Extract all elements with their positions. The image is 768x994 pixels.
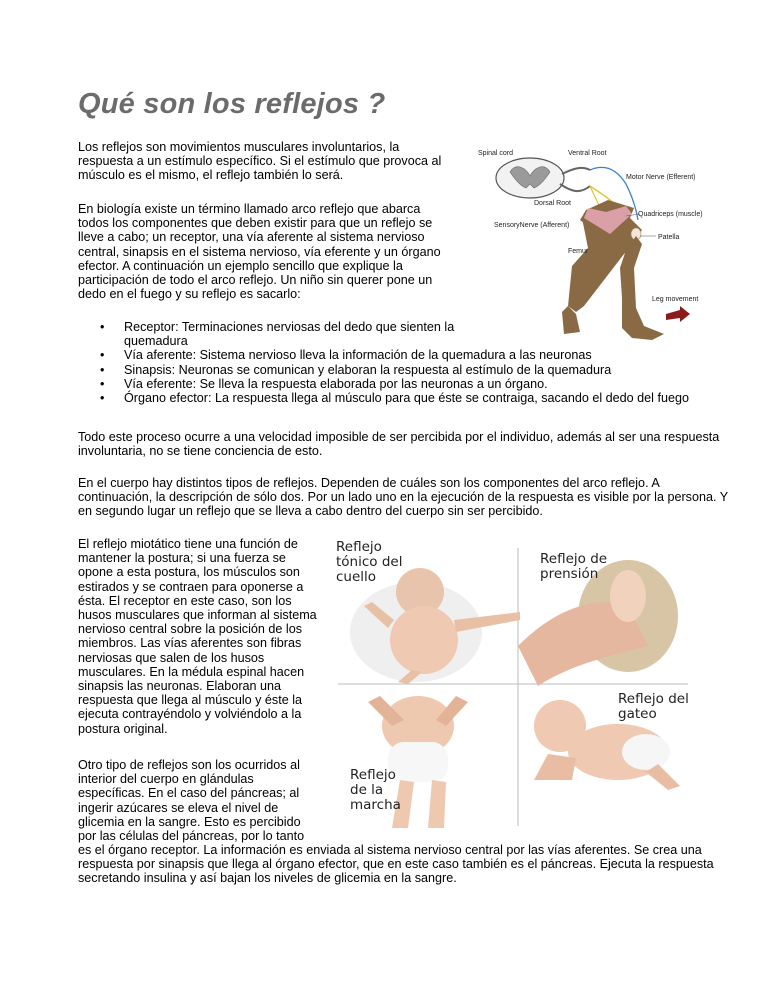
label-dorsal-root: Dorsal Root bbox=[534, 200, 571, 207]
label-quadriceps: Quadriceps (muscle) bbox=[638, 211, 703, 218]
reflex-arc-diagram bbox=[476, 138, 708, 344]
pancreas-paragraph-start: Otro tipo de reflejos son los ocurridos al interior del cuerpo en glándulas específicas. En el caso del páncreas; al ingerir azúcares se eleva el nivel de glicemia en la sangre. Esto es percibido por las células del páncreas, por lo tanto bbox=[78, 758, 305, 844]
list-item: • Órgano efector: La respuesta llega al músculo para que éste se contraiga, sacando el dedo del fuego bbox=[98, 391, 738, 405]
label-patella: Patella bbox=[658, 234, 680, 241]
label-leg-movement: Leg movement bbox=[652, 296, 699, 303]
label-ventral-root: Ventral Root bbox=[568, 150, 607, 157]
label-reflejo-gateo: Reflejo del gateo bbox=[618, 691, 689, 722]
label-spinal-cord: Spinal cord bbox=[478, 150, 514, 157]
list-item: • Vía eferente: Se lleva la respuesta elaborada por las neuronas a un órgano. bbox=[98, 377, 738, 391]
page-title: Qué son los reflejos ? bbox=[78, 88, 386, 120]
intro-paragraph: Los reflejos son movimientos musculares involuntarios, la respuesta a un estímulo específico. Si el estímulo que provoca al músculo es el mismo, el reflejo también lo será. bbox=[78, 140, 442, 183]
reflex-arc-list bbox=[98, 320, 738, 405]
types-paragraph: En el cuerpo hay distintos tipos de reflejos. Dependen de cuáles son los componentes del arco reflejo. A continuación, la descripción de sólo dos. Por un lado uno en la ejecución de la respuesta es visible por la persona. Y en segundo lugar un reflejo que se lleva a cabo dentro del cuerpo sin ser percibido. bbox=[78, 476, 728, 519]
label-reflejo-prension: Reflejo de prensión bbox=[540, 551, 608, 582]
list-item: • Sinapsis: Neuronas se comunican y elaboran la respuesta al estímulo de la quemadura bbox=[98, 363, 738, 377]
label-motor-nerve: Motor Nerve (Efferent) bbox=[626, 174, 696, 181]
myotatic-paragraph: El reflejo miotático tiene una función de mantener la postura; si una fuerza se opone a esta postura, los músculos son estirados y se contraen para oponerse a ésta. El receptor en este caso, son los husos musculares que informan al sistema nervioso central sobre la posición de los miembros. Las vías aferentes son fibras nerviosas que salen de los husos musculares. En la médula espinal hacen sinapsis las neuronas. Elaboran una respuesta que llega al músculo y éste la ejecuta contrayéndolo y volviéndolo a la postura original. bbox=[78, 537, 317, 736]
list-item: • Receptor: Terminaciones nerviosas del dedo que sienten la quemadura bbox=[98, 320, 484, 348]
reflex-arc-paragraph: En biología existe un término llamado arco reflejo que abarca todos los componentes que deben existir para que un reflejo se lleve a cabo; un receptor, una vía aferente al sistema nervioso central, sinapsis en el sistema nervioso, vía eferente y un órgano efector. A continuación un ejemplo sencillo que explique la participación de todo el arco reflejo. Un niño sin querer pone un dedo en el fuego y su reflejo es sacarlo: bbox=[78, 202, 441, 302]
list-item: • Vía aferente: Sistema nervioso lleva la información de la quemadura a las neuronas bbox=[98, 348, 738, 362]
pancreas-paragraph-end: es el órgano receptor. La información es enviada al sistema nervioso central por las vías aferentes. Se crea una respuesta por sinapsis que llega al órgano efector, que en este caso también es el páncreas. Ejecuta la respuesta secretando insulina y así bajan los niveles de glicemia en la sangre. bbox=[78, 843, 714, 886]
label-sensory-nerve: SensoryNerve (Afferent) bbox=[494, 222, 570, 229]
label-reflejo-tonico: Reflejo tónico del cuello bbox=[336, 539, 403, 585]
speed-paragraph: Todo este proceso ocurre a una velocidad imposible de ser percibida por el individuo, además al ser una respuesta involuntaria, no se tiene conciencia de esto. bbox=[78, 430, 720, 459]
baby-reflexes-image bbox=[328, 536, 692, 840]
label-reflejo-marcha: Reflejo de la marcha bbox=[350, 767, 401, 813]
reflex-arc-illustration bbox=[476, 138, 708, 344]
label-femur: Femur bbox=[568, 248, 589, 255]
